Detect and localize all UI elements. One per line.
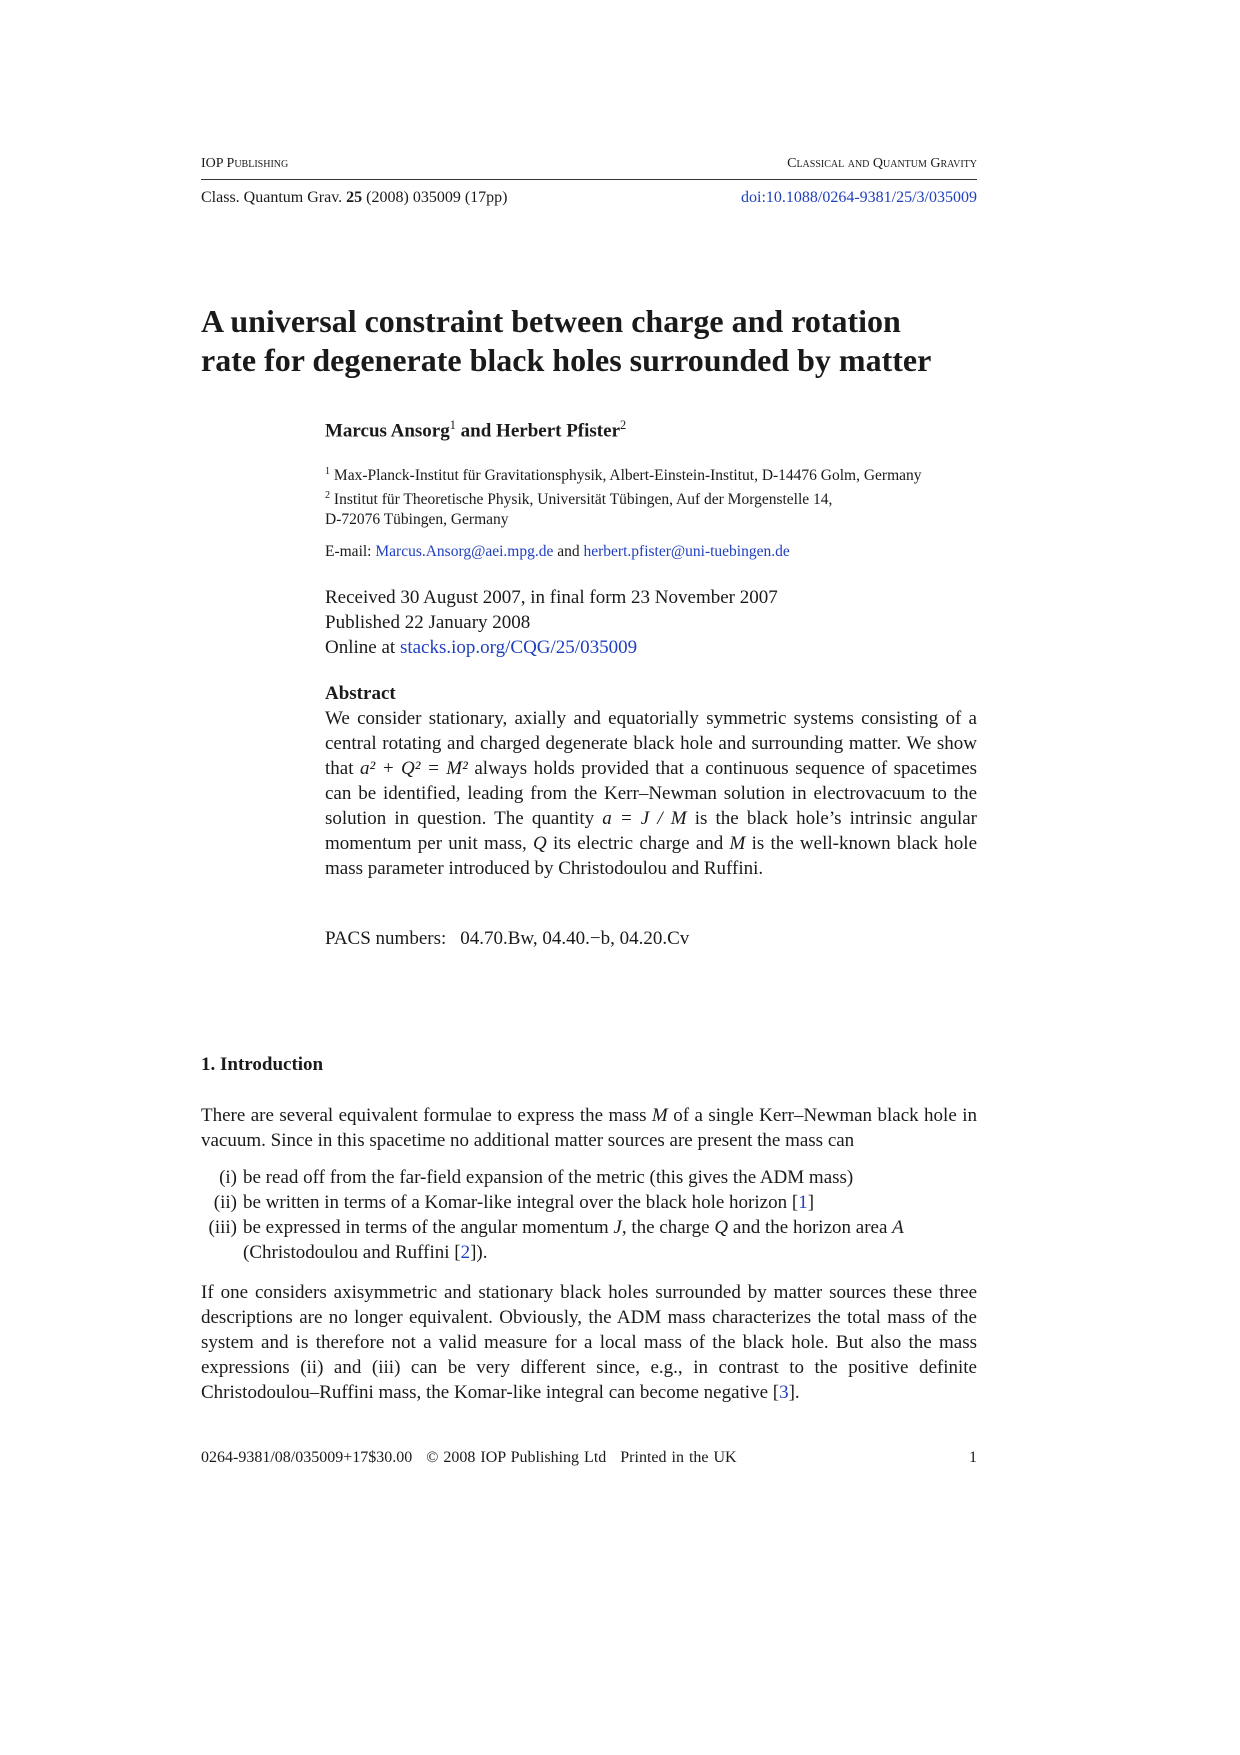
abstract-heading: Abstract [325,683,396,704]
list-num: (ii) [213,1192,237,1213]
intro-p1a: There are several equivalent formulae to express the mass [201,1105,647,1126]
title-line-1: A universal constraint between charge and rotation [201,303,901,339]
online-line [325,635,778,660]
intro-p1b: of a single Kerr–Newman black hole in vacuum. Since in this spacetime no additional matter sources are present the mass can [201,1105,977,1151]
journal-name: Classical and Quantum Gravity [787,156,977,171]
list-text: be read off from the far-field expansion of the metric (this gives the ADM mass) [243,1167,854,1188]
email-label: E-mail: [325,543,372,560]
reference-link-1[interactable]: 1 [798,1192,808,1213]
paper-title [201,302,977,380]
online-link[interactable]: stacks.iop.org/CQG/25/035009 [399,637,638,658]
mass-definition-list [197,1165,977,1265]
affiliation-1 [325,462,985,486]
list-text [243,1215,977,1265]
affiliation-2 [325,486,985,510]
intro-p2a: If one considers axisymmetric and stationary black holes surrounded by matter sources these three descriptions are no longer equivalent. Obviously, the ADM mass characterizes the total mass of the system and is therefore not a valid measure for a local mass of the black hole. But also the mass expressions (ii) and (iii) can be very different since, e.g., in contrast to the positive definite Christodoulou–Ruffini mass, the Komar-like integral can become negative [ [201,1282,977,1403]
pacs-values: 04.70.Bw, 04.40.−b, 04.20.Cv [460,928,690,949]
citation-prefix: Class. Quantum Grav. [201,189,343,206]
author-list [325,418,626,442]
citation-volume: 25 [346,189,363,206]
published-date: Published 22 January 2008 [325,612,531,633]
section-heading: 1. Introduction [201,1054,324,1075]
list-num: (i) [219,1167,237,1188]
publisher-name: IOP Publishing [201,156,289,171]
title-line-2: rate for degenerate black holes surrounded by matter [201,342,932,378]
affiliation-2-cont: D-72076 Tübingen, Germany [325,511,509,529]
received-date: Received 30 August 2007, in final form 23 November 2007 [325,587,778,608]
list-text [243,1190,977,1215]
abstract-t3: is the black hole’s intrinsic angular momentum per unit mass, [325,808,977,854]
symbol-m: M [729,833,746,854]
equation-1: a² + Q² = M² [360,758,468,779]
abstract-t2: always holds provided that a continuous sequence of spacetimes can be identified, leading from the Kerr–Newman solution in electrovacuum to the solution in question. The quantity [325,758,978,829]
list-text-b: , the charge [621,1217,710,1238]
pacs-label: PACS numbers: [325,928,447,949]
list-text-a: be written in terms of a Komar-like integral over the black hole horizon [ [243,1192,799,1213]
intro-paragraph-1 [201,1103,977,1153]
online-label: Online at [325,637,396,658]
affil-1-text: Max-Planck-Institut für Gravitationsphysik, Albert-Einstein-Institut, D-14476 Golm, Germany [333,467,922,485]
symbol-a-area: A [892,1217,904,1238]
symbol-q: Q [533,833,547,854]
list-text-e: ]). [470,1242,488,1263]
affil-1-num: 1 [325,466,331,477]
email-link-2[interactable]: herbert.pfister@uni-tuebingen.de [583,543,790,560]
abstract-t5: is the well-known black hole mass parameter introduced by Christodoulou and Ruffini. [325,833,977,879]
list-text-c: and the horizon area [732,1217,888,1238]
pacs-numbers [325,928,689,950]
reference-link-2[interactable]: 2 [460,1242,471,1263]
author-2-affil: 2 [620,418,627,432]
symbol-j: J [613,1217,622,1238]
equation-2: a = J / M [602,808,687,829]
author-1-affil: 1 [449,418,456,432]
author-1: Marcus Ansorg [325,420,450,442]
footer-copyright: © 2008 IOP Publishing Ltd [426,1449,607,1466]
author-2: Herbert Pfister [496,420,621,442]
email-line [325,543,790,561]
footer-printed: Printed in the UK [620,1449,737,1466]
list-text-d: (Christodoulou and Ruffini [ [243,1242,461,1263]
list-num: (iii) [208,1217,237,1238]
symbol-m-intro: M [651,1105,668,1126]
abstract [325,681,977,881]
affil-2-num: 2 [325,490,331,502]
affiliations [325,462,985,530]
publication-dates [325,585,778,660]
email-and: and [557,543,580,560]
intro-paragraph-2 [201,1280,977,1405]
list-text-a: be expressed in terms of the angular momentum [243,1217,609,1238]
list-item [197,1190,977,1215]
header-rule [201,179,977,180]
footer-code: 0264-9381/08/035009+17$30.00 [201,1449,413,1466]
footer-info [201,1449,751,1467]
affil-2-text: Institut für Theoretische Physik, Universität Tübingen, Auf der Morgenstelle 14, [333,491,833,509]
reference-link-3[interactable]: 3 [779,1382,789,1403]
symbol-q-list: Q [714,1217,729,1238]
list-item [197,1165,977,1190]
citation-rest: (2008) 035009 (17pp) [366,189,508,206]
abstract-text [325,706,977,881]
abstract-t1: We consider stationary, axially and equatorially symmetric systems consisting of a central rotating and charged degenerate black hole and surrounding matter. We show that [325,708,977,779]
author-and: and [460,420,492,442]
list-text-b: ] [807,1192,815,1213]
doi-link[interactable]: doi:10.1088/0264-9381/25/3/035009 [741,189,977,206]
intro-p2b: ]. [788,1382,800,1403]
list-item [197,1215,977,1265]
abstract-t4: its electric charge and [553,833,724,854]
email-link-1[interactable]: Marcus.Ansorg@aei.mpg.de [375,543,554,560]
citation [201,189,507,207]
page-number: 1 [969,1449,977,1466]
